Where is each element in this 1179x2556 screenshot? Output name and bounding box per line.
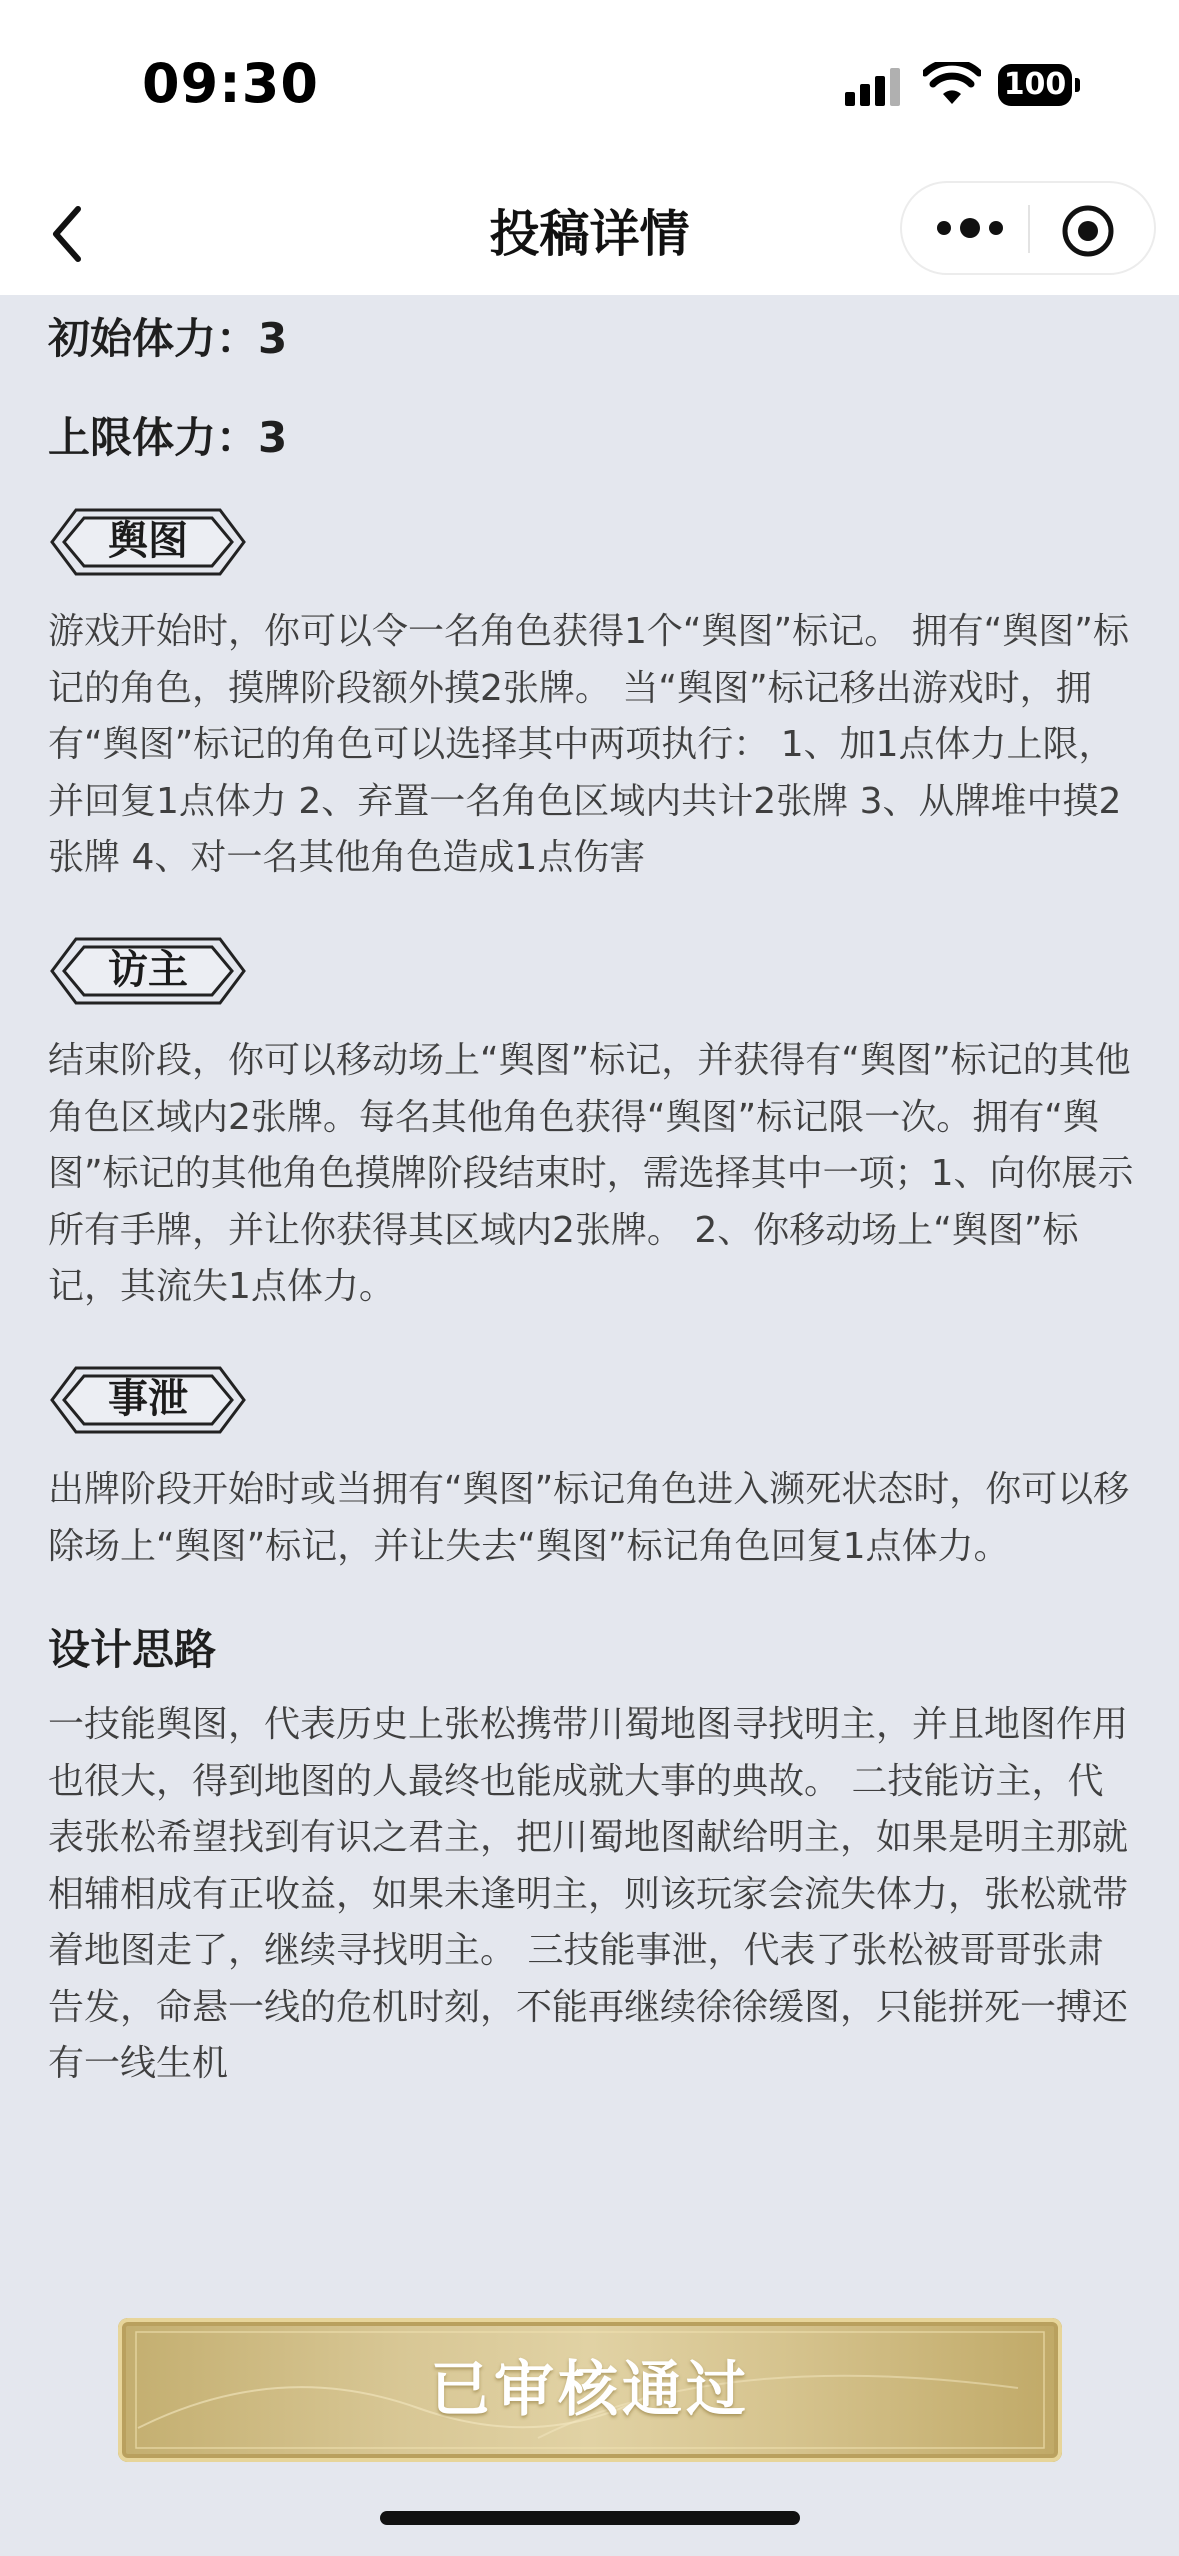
signal-icon bbox=[845, 68, 905, 108]
nav-bar bbox=[0, 175, 1179, 295]
page-title: 投稿详情 bbox=[489, 205, 690, 263]
skill-tag bbox=[48, 506, 248, 578]
skill-name: 事泄 bbox=[108, 1376, 188, 1422]
status-time: 09:30 bbox=[142, 52, 319, 115]
skill-tag bbox=[48, 1364, 248, 1436]
home-indicator bbox=[380, 2511, 800, 2525]
target-icon[interactable] bbox=[1060, 203, 1116, 259]
skill-description: 出牌阶段开始时或当拥有“舆图”标记角色进入濒死状态时，你可以移除场上“舆图”标记，并让失去“舆图”标记角色回复1点体力。 bbox=[48, 1469, 1130, 1567]
skill-tag bbox=[48, 935, 248, 1007]
initial-hp: 初始体力：3 bbox=[48, 314, 288, 363]
approved-button-label: 已审核通过 bbox=[430, 2355, 750, 2425]
capsule-divider bbox=[1028, 205, 1030, 253]
skill-name: 访主 bbox=[108, 947, 188, 993]
skill-description: 结束阶段，你可以移动场上“舆图”标记，并获得有“舆图”标记的其他角色区域内2张牌。每名其他角色获得“舆图”标记限一次。拥有“舆图”标记的其他角色摸牌阶段结束时，需选择其中一项；1、向你展示所有手牌，并让你获得其区域内2张牌。 2、你移动场上“舆图”标记，其流失1点体力。 bbox=[48, 1040, 1134, 1307]
more-icon[interactable] bbox=[930, 203, 1010, 253]
skill-description: 游戏开始时，你可以令一名角色获得1个“舆图”标记。 拥有“舆图”标记的角色，摸牌阶段额外摸2张牌。 当“舆图”标记移出游戏时，拥有“舆图”标记的角色可以选择其中两项执行： 1、加1点体力上限，并回复1点体力 2、弃置一名角色区域内共计2张牌 3、从牌堆中摸2张牌 4、对一名其他角色造成1点伤害 bbox=[48, 611, 1129, 878]
battery-tip bbox=[1075, 78, 1080, 92]
wifi-icon bbox=[923, 62, 981, 106]
max-hp: 上限体力：3 bbox=[48, 413, 288, 462]
approved-button[interactable] bbox=[118, 2318, 1062, 2462]
skill-name: 舆图 bbox=[108, 518, 188, 564]
battery-icon: 100 bbox=[998, 64, 1072, 106]
design-text: 一技能舆图，代表历史上张松携带川蜀地图寻找明主，并且地图作用也很大，得到地图的人最终也能成就大事的典故。 二技能访主，代表张松希望找到有识之君主，把川蜀地图献给明主，如果是明主那就相辅相成有正收益，如果未逢明主，则该玩家会流失体力，张松就带着地图走了，继续寻找明主。 三技能事泄，代表了张松被哥哥张肃告发，命悬一线的危机时刻，不能再继续徐徐缓图，只能拼死一搏还有一线生机 bbox=[48, 1704, 1129, 2084]
status-bar bbox=[0, 0, 1179, 175]
mini-program-capsule bbox=[900, 181, 1156, 275]
design-heading: 设计思路 bbox=[48, 1625, 217, 1674]
